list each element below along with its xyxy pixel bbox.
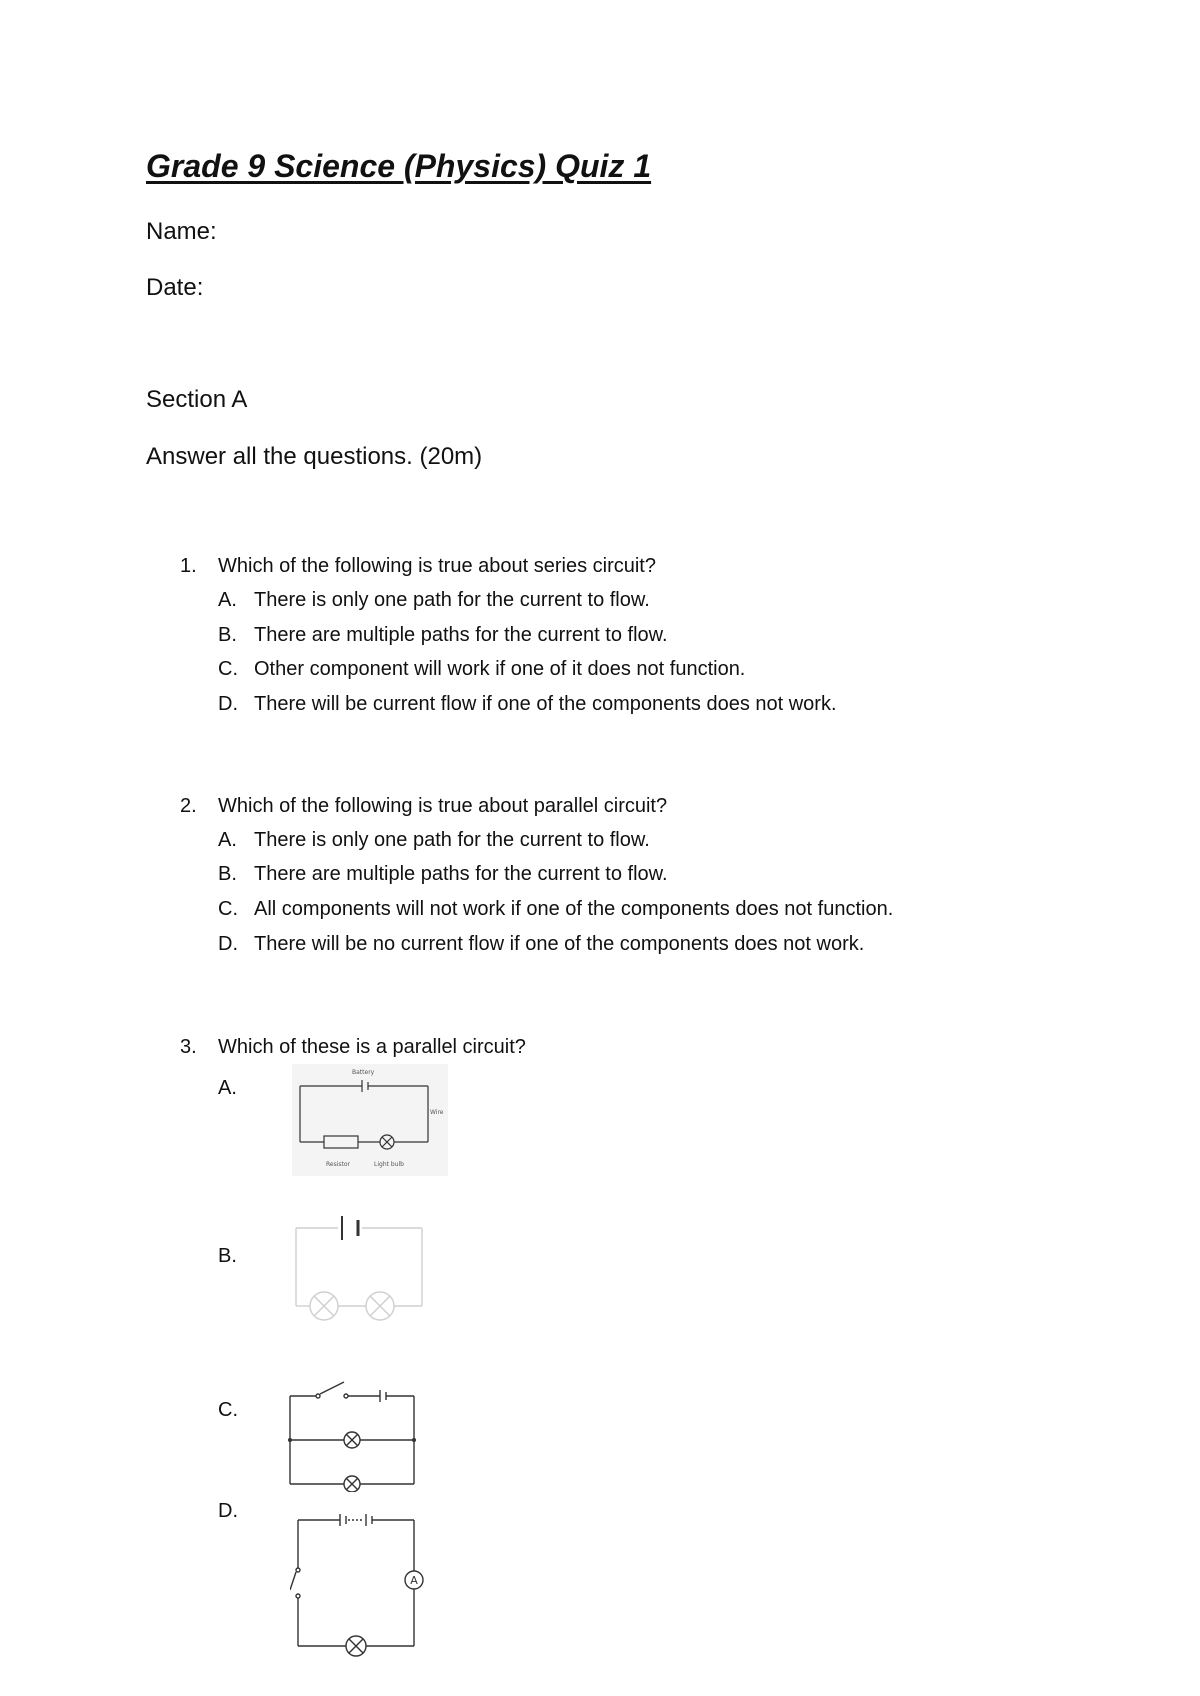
option-text: Other component will work if one of it does not function.: [254, 658, 746, 680]
question-number: 1.: [180, 555, 197, 577]
circuit-diagram-b: [290, 1206, 430, 1324]
quiz-title: Grade 9 Science (Physics) Quiz 1: [146, 148, 652, 184]
option-letter: C.: [218, 898, 238, 920]
option-letter: D.: [218, 933, 238, 955]
question-number: 3.: [180, 1036, 197, 1058]
option-letter: C.: [218, 658, 238, 680]
name-label: Name:: [146, 218, 217, 245]
option-text: All components will not work if one of the components does not function.: [254, 898, 894, 920]
question-text: Which of the following is true about series circuit?: [218, 555, 656, 577]
option-letter: B.: [218, 624, 237, 646]
circuit-diagram-d: [290, 1500, 426, 1660]
circuit-diagram-c: [284, 1372, 420, 1492]
option-letter: B.: [218, 863, 237, 885]
bulb-label: Light bulb: [374, 1161, 404, 1168]
option-text: There will be current flow if one of the components does not work.: [254, 693, 837, 715]
battery-label: Battery: [352, 1069, 375, 1076]
wire-label: Wire: [430, 1109, 444, 1116]
option-text: There will be no current flow if one of the components does not work.: [254, 933, 865, 955]
question-text: Which of these is a parallel circuit?: [218, 1036, 526, 1058]
option-letter: B.: [218, 1245, 237, 1267]
date-label: Date:: [146, 274, 204, 301]
option-letter: C.: [218, 1399, 238, 1421]
option-text: There are multiple paths for the current to flow.: [254, 863, 668, 885]
section-instructions: Answer all the questions. (20m): [146, 443, 483, 470]
option-letter: D.: [218, 693, 238, 715]
question-number: 2.: [180, 795, 197, 817]
section-title: Section A: [146, 386, 248, 413]
option-letter: D.: [218, 1500, 238, 1522]
question-text: Which of the following is true about parallel circuit?: [218, 795, 668, 817]
option-letter: A.: [218, 589, 237, 611]
circuit-diagram-a: [292, 1064, 448, 1176]
resistor-label: Resistor: [326, 1161, 350, 1168]
option-text: There is only one path for the current to flow.: [254, 589, 650, 611]
option-letter: A.: [218, 829, 237, 851]
option-text: There is only one path for the current to flow.: [254, 829, 650, 851]
ammeter-label: A: [410, 1574, 418, 1587]
option-letter: A.: [218, 1077, 237, 1099]
option-text: There are multiple paths for the current to flow.: [254, 624, 668, 646]
